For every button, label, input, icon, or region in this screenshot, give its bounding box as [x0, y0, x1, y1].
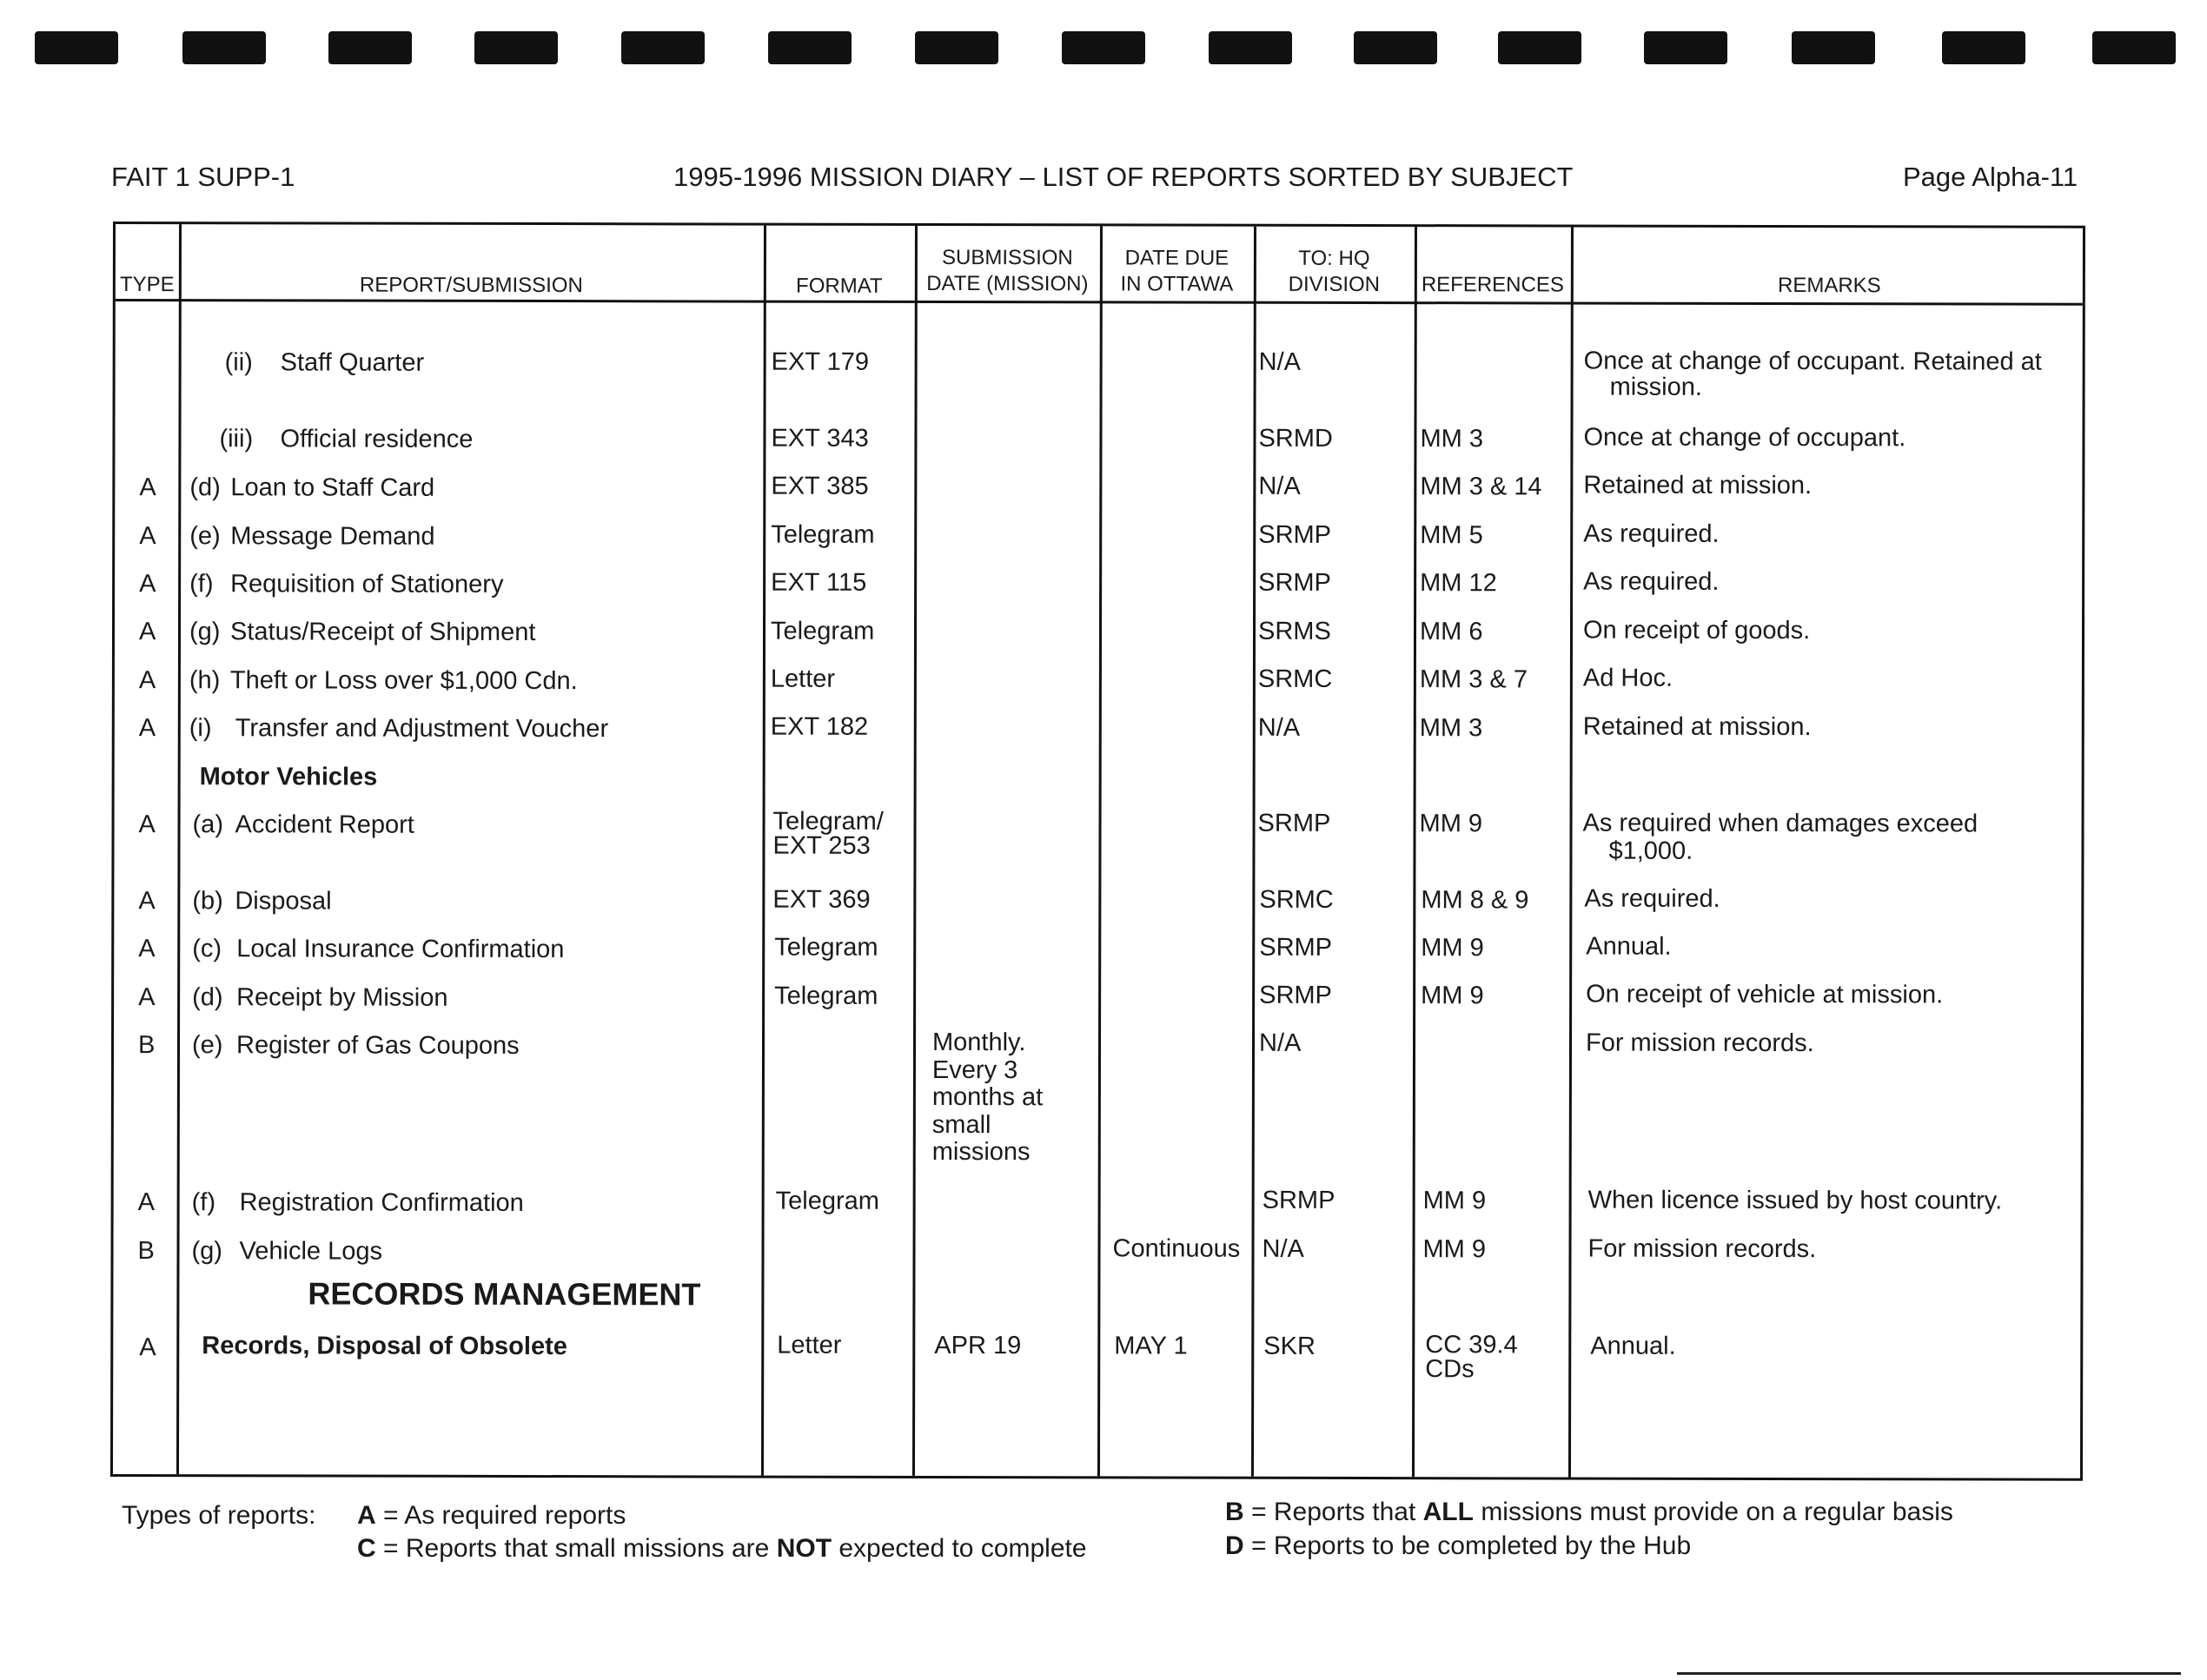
- col-header-report: REPORT/SUBMISSION: [359, 273, 583, 298]
- format-cell: Telegram: [774, 982, 878, 1010]
- remarks-cell: On receipt of vehicle at mission.: [1586, 980, 1944, 1009]
- references-cell: MM 9: [1422, 1235, 1487, 1264]
- remarks-cell: Retained at mission.: [1583, 471, 1813, 500]
- type-cell: A: [139, 522, 156, 551]
- references-cell: MM 5: [1420, 521, 1483, 550]
- row-number: (g): [191, 1237, 223, 1266]
- type-cell: B: [137, 1031, 156, 1060]
- report-name: Staff Quarter: [280, 348, 425, 377]
- report-name: Registration Confirmation: [239, 1188, 524, 1217]
- submission-cell: APR 19: [934, 1331, 1022, 1360]
- report-name: Transfer and Adjustment Voucher: [235, 714, 609, 744]
- format-cell: Telegram: [775, 1187, 879, 1215]
- references-cell: MM 9: [1419, 810, 1483, 838]
- type-cell: A: [138, 810, 156, 839]
- references-cell: MM 8 & 9: [1421, 886, 1529, 915]
- division-cell: SRMP: [1258, 568, 1331, 597]
- row-number: (d): [192, 983, 223, 1012]
- report-name: Register of Gas Coupons: [235, 1031, 520, 1060]
- row-number: (e): [189, 522, 221, 551]
- report-name: Loan to Staff Card: [230, 473, 435, 502]
- col-header-division: TO: HQ DIVISION: [1288, 246, 1381, 297]
- references-cell: MM 6: [1419, 618, 1483, 646]
- document-code: FAIT 1 SUPP-1: [111, 162, 295, 192]
- format-cell: EXT 182: [770, 712, 869, 741]
- format-cell: EXT 115: [771, 568, 867, 597]
- row-number: (ii): [224, 348, 253, 377]
- division-cell: SRMP: [1262, 1186, 1335, 1214]
- remarks-cell: Annual.: [1586, 932, 1672, 961]
- section-heading-large: RECORDS MANAGEMENT: [308, 1275, 701, 1313]
- col-header-remarks: REMARKS: [1777, 274, 1881, 298]
- division-cell: N/A: [1258, 1029, 1302, 1057]
- legend-label: Types of reports:: [122, 1501, 316, 1530]
- type-cell: A: [139, 570, 156, 599]
- col-header-references: REFERENCES: [1421, 273, 1564, 297]
- remarks-cell: For mission records.: [1585, 1029, 1814, 1058]
- remarks-cell: As required when damages exceed: [1582, 809, 1978, 838]
- format-cell: Letter: [770, 665, 836, 693]
- division-cell: SRMP: [1258, 520, 1332, 549]
- division-cell: SRMS: [1257, 617, 1331, 645]
- format-cell: EXT 385: [771, 472, 869, 500]
- division-cell: N/A: [1257, 713, 1301, 742]
- format-cell: Telegram: [770, 617, 875, 645]
- col-header-submission: SUBMISSION DATE (MISSION): [926, 245, 1089, 296]
- row-number: (e): [191, 1031, 223, 1060]
- report-name: Records, Disposal of Obsolete: [202, 1332, 567, 1361]
- section-heading: Motor Vehicles: [199, 763, 378, 791]
- date-due-cell: MAY 1: [1114, 1332, 1188, 1360]
- remarks-cell: As required.: [1583, 519, 1720, 548]
- remarks-cell: As required.: [1584, 884, 1720, 913]
- legend-d: D = Reports to be completed by the Hub: [1225, 1531, 1692, 1560]
- remarks-cell: Once at change of occupant. Retained at: [1583, 347, 2042, 376]
- remarks-cell: Once at change of occupant.: [1583, 423, 1906, 453]
- division-cell: SKR: [1263, 1332, 1316, 1360]
- report-name: Accident Report: [235, 810, 414, 839]
- row-number: (i): [189, 714, 212, 743]
- col-header-format: FORMAT: [796, 274, 883, 298]
- format-cell: Telegram: [774, 933, 878, 962]
- remarks-cell: On receipt of goods.: [1582, 616, 1811, 645]
- row-number: (h): [189, 666, 221, 695]
- legend-a: A = As required reports: [357, 1501, 626, 1530]
- references-cell: MM 3: [1419, 714, 1483, 743]
- format-cell: EXT 343: [771, 424, 869, 453]
- legend-c: C = Reports that small missions are NOT expected to complete: [357, 1534, 1087, 1563]
- type-cell: A: [139, 1333, 156, 1362]
- format-cell: Telegram: [771, 520, 875, 549]
- row-number: (iii): [219, 425, 254, 453]
- reports-table: [110, 222, 2085, 1481]
- page-title: 1995-1996 MISSION DIARY – LIST OF REPORTS SORTED BY SUBJECT: [673, 162, 1574, 192]
- report-name: Status/Receipt of Shipment: [229, 618, 536, 647]
- remarks-cell: When licence issued by host country.: [1587, 1186, 2003, 1215]
- references-cell: MM 9: [1421, 934, 1484, 962]
- references-cell: CC 39.4 CDs: [1425, 1331, 1518, 1384]
- type-cell: A: [138, 983, 156, 1012]
- format-cell: Letter: [777, 1331, 842, 1359]
- report-name: Official residence: [280, 425, 474, 453]
- division-cell: SRMC: [1259, 885, 1334, 914]
- report-name: Local Insurance Confirmation: [236, 935, 565, 964]
- report-name: Vehicle Logs: [239, 1237, 383, 1266]
- page-number: Page Alpha-11: [1903, 162, 2078, 192]
- division-cell: N/A: [1258, 472, 1301, 500]
- date-due-cell: Continuous: [1112, 1234, 1241, 1263]
- bottom-rule: [1677, 1672, 2181, 1675]
- remarks-cell-cont: $1,000.: [1608, 837, 1693, 865]
- row-number: (f): [191, 1188, 216, 1217]
- references-cell: MM 3 & 14: [1420, 473, 1542, 501]
- division-cell: SRMP: [1259, 981, 1332, 1009]
- division-cell: SRMP: [1259, 933, 1333, 962]
- references-cell: MM 9: [1421, 982, 1484, 1010]
- type-cell: A: [137, 1188, 156, 1217]
- remarks-cell: As required.: [1583, 567, 1720, 596]
- division-cell: N/A: [1262, 1234, 1304, 1263]
- type-cell: A: [138, 887, 156, 916]
- format-cell: Telegram/ EXT 253: [772, 807, 884, 860]
- row-number: (d): [189, 473, 221, 502]
- format-cell: EXT 179: [771, 347, 870, 376]
- remarks-cell: Annual.: [1590, 1332, 1676, 1360]
- remarks-cell: Ad Hoc.: [1582, 664, 1673, 692]
- perforation-strip: [35, 31, 2181, 66]
- type-cell: A: [138, 666, 156, 695]
- submission-cell: Monthly. Every 3 months at small missions: [931, 1028, 1044, 1167]
- references-cell: MM 3 & 7: [1419, 665, 1528, 694]
- report-name: Requisition of Stationery: [230, 570, 504, 599]
- report-name: Message Demand: [230, 522, 435, 551]
- row-number: (b): [192, 887, 223, 916]
- division-cell: SRMD: [1258, 424, 1333, 453]
- legend-b: B = Reports that ALL missions must provide on a regular basis: [1225, 1498, 1953, 1526]
- row-number: (f): [189, 570, 214, 599]
- division-cell: SRMC: [1257, 665, 1333, 693]
- row-number: (c): [192, 935, 222, 963]
- remarks-cell: For mission records.: [1587, 1234, 1817, 1264]
- col-header-date-due: DATE DUE IN OTTAWA: [1120, 246, 1234, 296]
- type-cell: A: [138, 714, 156, 743]
- references-cell: MM 12: [1420, 569, 1497, 598]
- type-cell: A: [138, 618, 156, 646]
- col-header-type: TYPE: [119, 273, 175, 297]
- references-cell: MM 9: [1422, 1187, 1487, 1215]
- division-cell: SRMP: [1257, 809, 1331, 837]
- format-cell: EXT 369: [772, 885, 871, 914]
- report-name: Theft or Loss over $1,000 Cdn.: [229, 666, 578, 696]
- type-cell: A: [138, 935, 156, 963]
- type-cell: A: [139, 473, 156, 502]
- type-cell: B: [137, 1237, 155, 1266]
- row-number: (g): [189, 618, 221, 646]
- remarks-cell-cont: mission.: [1609, 373, 1702, 401]
- remarks-cell: Retained at mission.: [1582, 712, 1812, 742]
- row-number: (a): [192, 810, 224, 839]
- report-name: Receipt by Mission: [236, 983, 448, 1012]
- report-name: Disposal: [235, 887, 332, 916]
- references-cell: MM 3: [1420, 425, 1484, 453]
- division-cell: N/A: [1258, 347, 1302, 376]
